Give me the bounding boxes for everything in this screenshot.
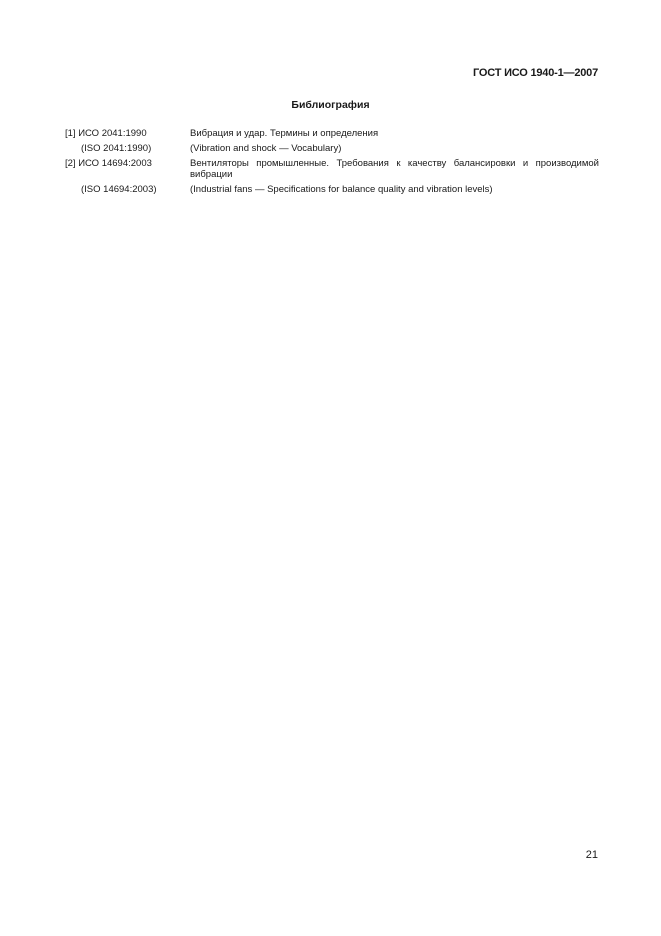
document-code: ГОСТ ИСО 1940-1—2007	[472, 67, 598, 79]
page-number: 21	[585, 849, 598, 861]
bibliography-title: Библиография	[291, 99, 370, 111]
entry-title: Вибрация и удар. Термины и определения	[190, 128, 379, 139]
bibliography-entry	[65, 184, 599, 195]
bibliography-list	[65, 128, 599, 199]
entry-title: (Vibration and shock — Vocabulary)	[190, 143, 342, 154]
entry-reference: [2] ИСО 14694:2003	[65, 158, 152, 169]
bibliography-entry	[65, 143, 599, 154]
entry-reference: (ISO 2041:1990)	[81, 143, 152, 154]
entry-title: (Industrial fans — Specifications for balance quality and vibration levels)	[190, 184, 493, 195]
entry-reference: [1] ИСО 2041:1990	[65, 128, 147, 139]
entry-title: Вентиляторы промышленные. Требования к качеству балансировки и производимой вибрации	[190, 158, 599, 180]
entry-reference: (ISO 14694:2003)	[81, 184, 157, 195]
bibliography-entry	[65, 158, 599, 180]
bibliography-entry	[65, 128, 599, 139]
